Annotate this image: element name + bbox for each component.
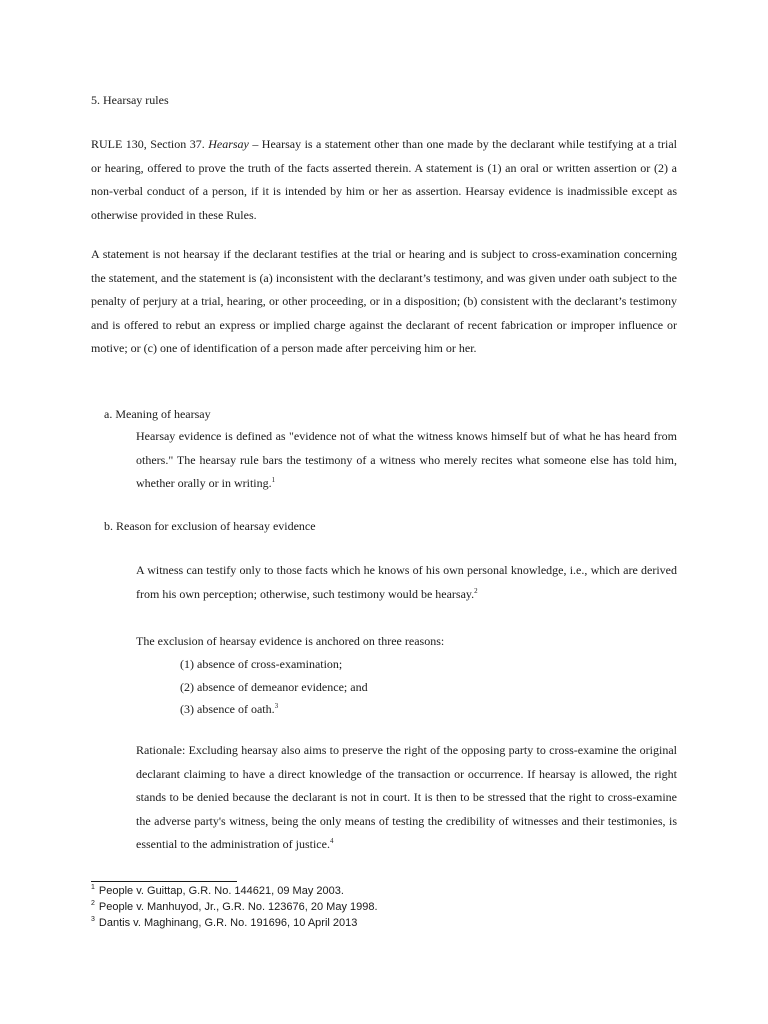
- reasons-intro: The exclusion of hearsay evidence is anchored on three reasons:: [136, 634, 445, 648]
- witness-text: A witness can testify only to those facts which he knows of his own personal knowledge, i.e., which are derived from his own perception; otherwise, such testimony would be hearsay.: [136, 563, 677, 601]
- footnote-separator: [91, 881, 237, 882]
- witness-knowledge-paragraph: [136, 559, 677, 606]
- not-hearsay-paragraph: A statement is not hearsay if the declarant testifies at the trial or hearing and is subject to cross-examination concerning the statement, and the statement is (a) inconsistent with the declarant’s testimony, and was given under oath subject to the penalty of perjury at a trial, hearing, or other proceeding, or in a disposition; (b) consistent with the declarant’s testimony and is offered to rebut an express or implied charge against the declarant of recent fabrication or improper influence or motive; or (c) one of identification of a person made after perceiving him or her.: [91, 247, 677, 356]
- reason-item-1: (1) absence of cross-examination;: [180, 657, 343, 671]
- rule-citation: RULE 130, Section 37.: [91, 137, 209, 151]
- rationale-paragraph: [136, 739, 677, 857]
- footnote-ref-1: 1: [271, 476, 276, 485]
- footnote-1-text: People v. Guittap, G.R. No. 144621, 09 May 2003.: [98, 885, 344, 897]
- footnote-2-number: 2: [91, 900, 95, 908]
- section-heading: 5. Hearsay rules: [91, 93, 169, 107]
- reason-3-text: (3) absence of oath.: [180, 702, 275, 716]
- footnote-1-number: 1: [91, 884, 95, 892]
- footnote-1: [91, 884, 344, 899]
- subsection-b-heading: b. Reason for exclusion of hearsay evidence: [104, 519, 316, 533]
- meaning-of-hearsay-paragraph: [136, 425, 677, 496]
- reason-item-2: (2) absence of demeanor evidence; and: [180, 680, 368, 694]
- subsection-a-heading: a. Meaning of hearsay: [104, 407, 211, 421]
- footnote-ref-2: 2: [474, 586, 478, 595]
- footnote-ref-3: 3: [274, 702, 279, 710]
- footnote-3-number: 3: [91, 916, 95, 924]
- reason-item-3: [180, 701, 278, 717]
- rule-text: – Hearsay is a statement other than one made by the declarant while testifying at a trial or hearing, offered to prove the truth of the facts asserted therein. A statement is (1) an oral or written assertion or (2) a non-verbal conduct of a person, if it is intended by him or her as assertion. Hearsay evidence is inadmissible except as otherwise provided in these Rules.: [91, 137, 678, 222]
- footnote-2-text: People v. Manhuyod, Jr., G.R. No. 123676, 20 May 1998.: [98, 901, 378, 913]
- meaning-text: Hearsay evidence is defined as "evidence not of what the witness knows himself but of what he has heard from others." The hearsay rule bars the testimony of a witness who merely recites what someone else has told him, whether orally or in writing.: [136, 429, 677, 491]
- footnote-3-text: Dantis v. Maghinang, G.R. No. 191696, 10 April 2013: [98, 917, 358, 929]
- hearsay-term: Hearsay: [208, 137, 249, 151]
- rule-130-paragraph: [91, 133, 677, 227]
- footnote-2: [91, 900, 378, 915]
- footnote-ref-4: 4: [329, 837, 334, 846]
- footnote-3: [91, 916, 357, 931]
- rationale-text: Rationale: Excluding hearsay also aims to preserve the right of the opposing party to cross-examine the original declarant claiming to have a direct knowledge of the transaction or occurrence. If hearsay is allowed, the right stands to be denied because the declarant is not in court. It is then to be stressed that the right to cross-examine the adverse party's witness, being the only means of testing the credibility of witnesses and their testimonies, is essential to the administration of justice.: [136, 743, 677, 852]
